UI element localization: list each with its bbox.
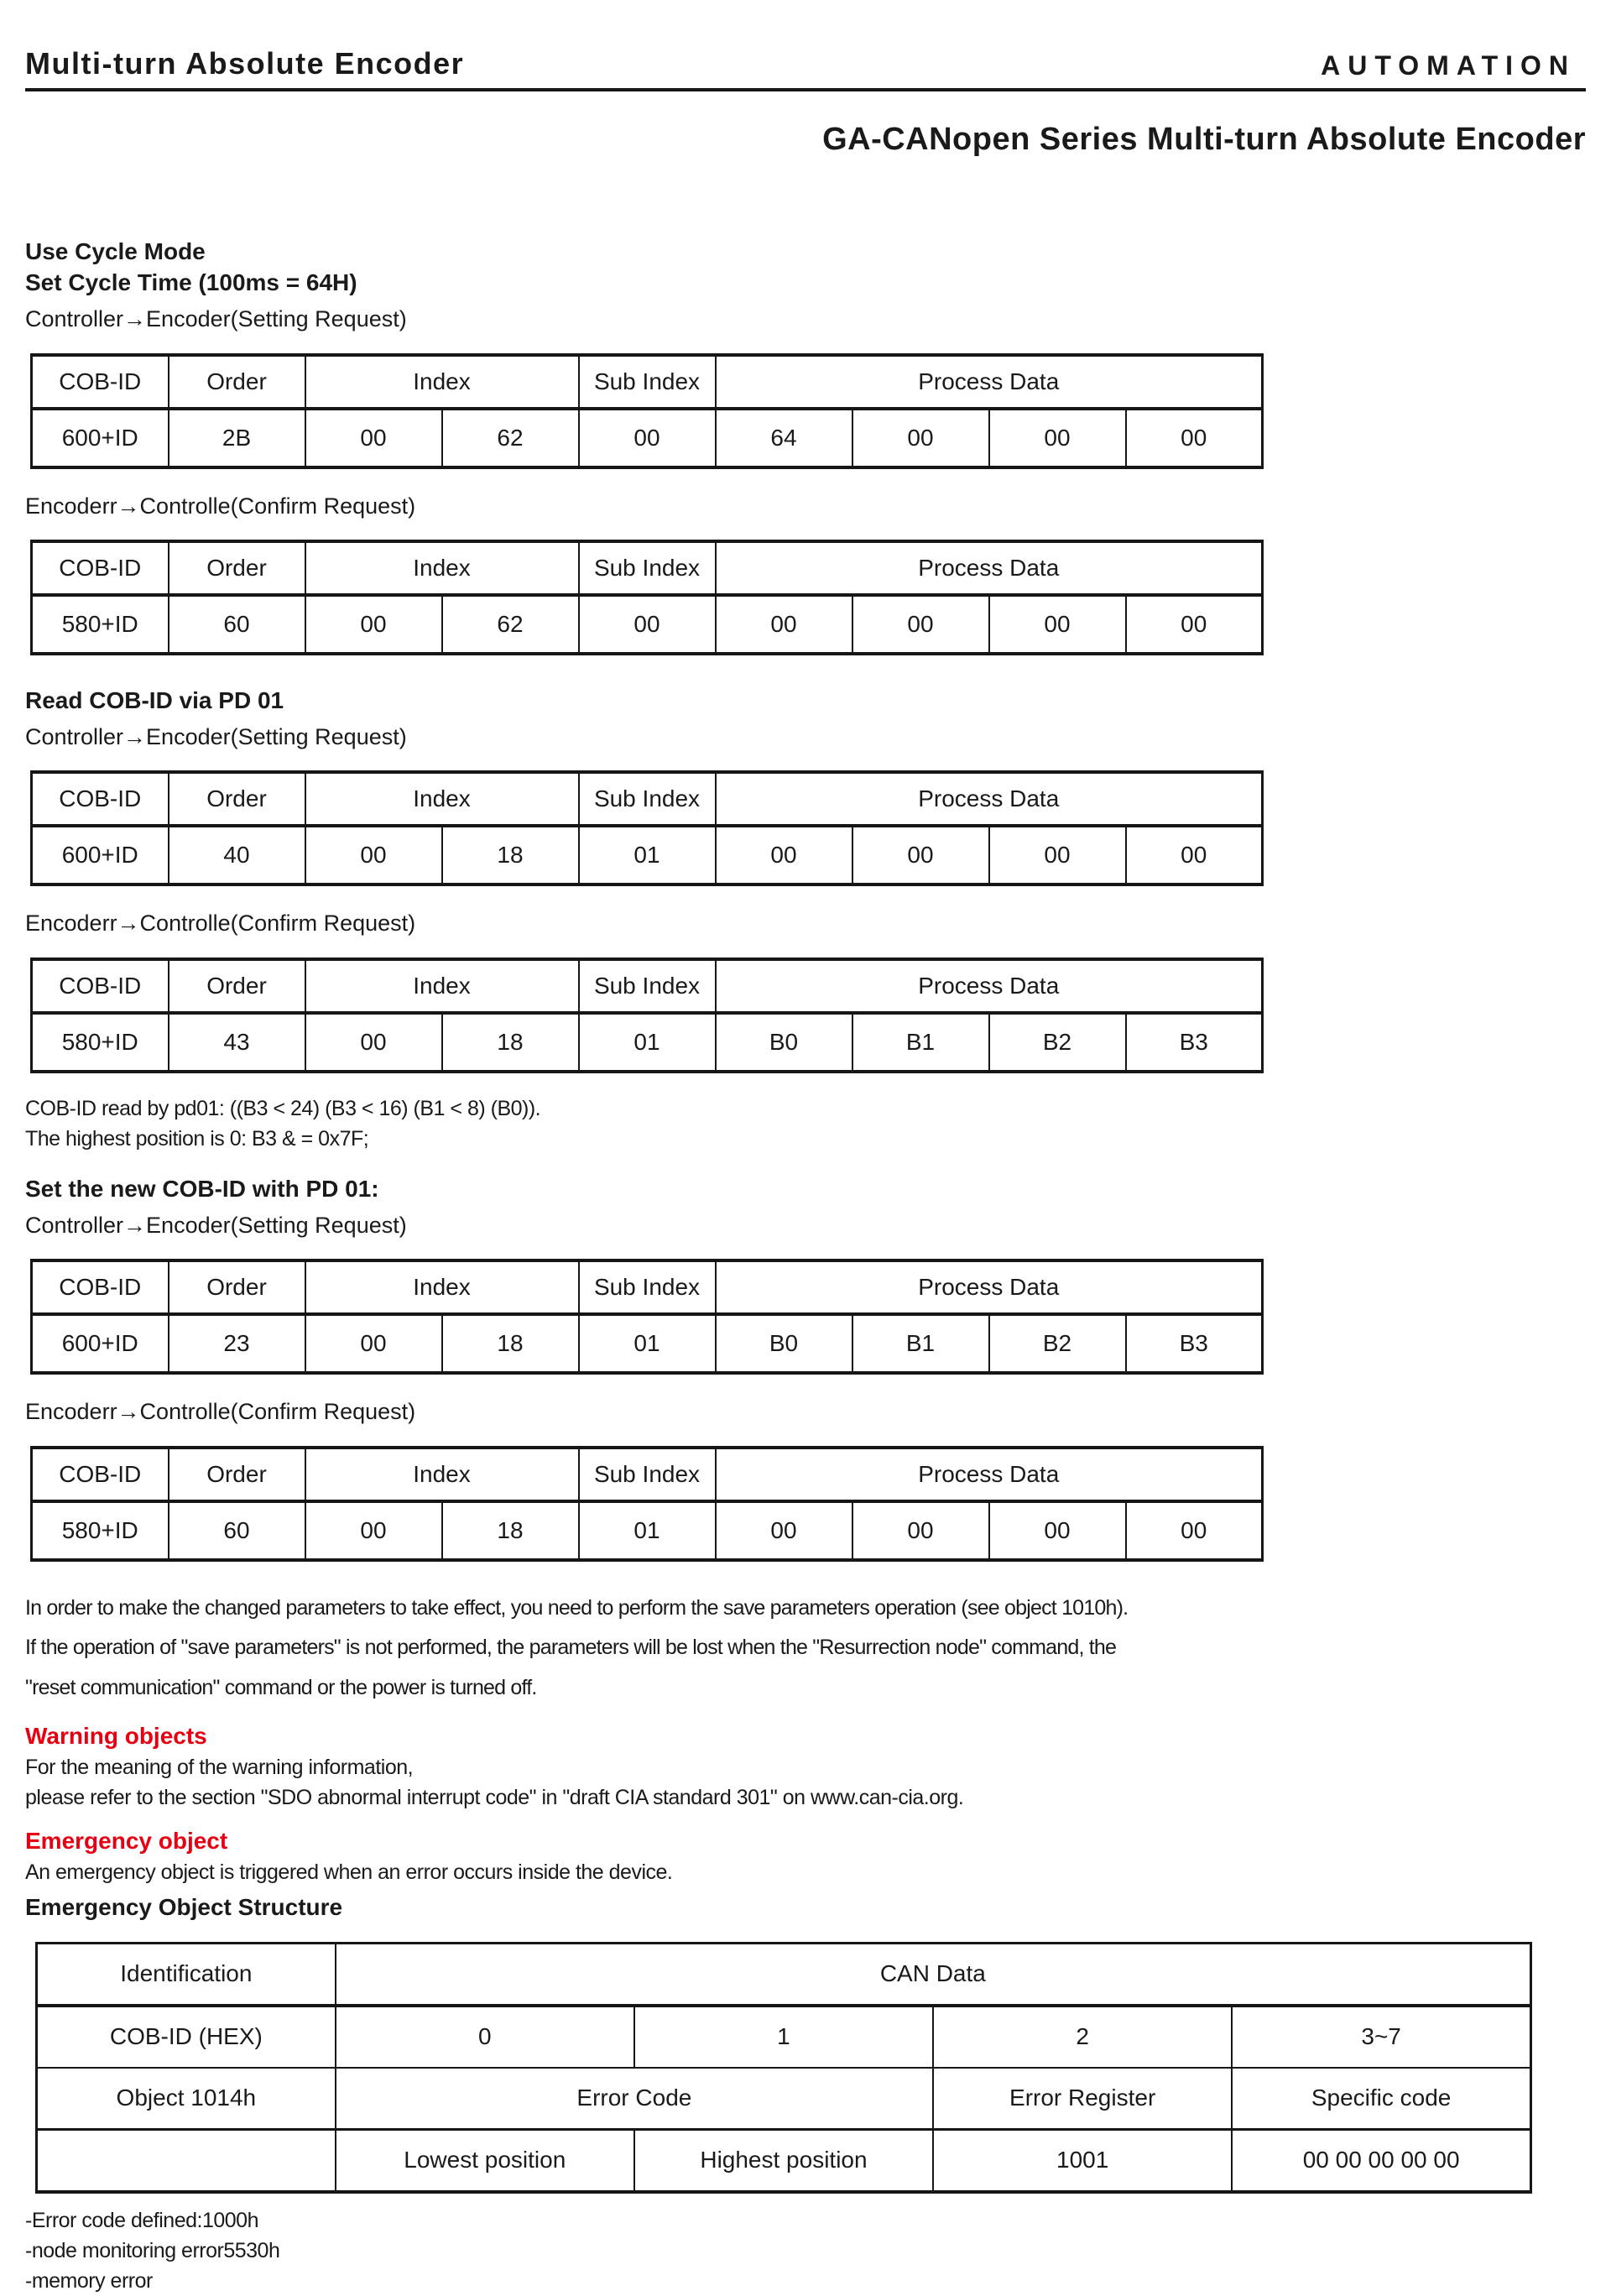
data-cell: 00 — [852, 409, 989, 467]
data-cell: 00 — [989, 409, 1126, 467]
data-cell-error-code: Error Code — [336, 2068, 933, 2130]
data-cell: 18 — [442, 1501, 579, 1560]
data-cell: 60 — [169, 1501, 305, 1560]
sdo-table-set-cob-request — [30, 1259, 1264, 1375]
header-cell-index: Index — [305, 772, 579, 826]
data-cell: 00 — [305, 826, 442, 884]
direction-label-encoder-controller: Encoderr→Controlle(Confirm Request) — [25, 1399, 416, 1425]
header-cell-can-data: CAN Data — [336, 1944, 1531, 2006]
save-note-line-1: In order to make the changed parameters to take effect, you need to perform the save parameters operation (see object 1010h). — [25, 1595, 1129, 1620]
header-cell-cob-id: COB-ID — [32, 541, 169, 595]
data-cell: 00 — [579, 595, 716, 654]
data-cell: 00 — [852, 1501, 989, 1560]
section-heading-warning-objects: Warning objects — [25, 1723, 207, 1750]
data-cell: 00 — [989, 595, 1126, 654]
header-cell-process-data: Process Data — [716, 1448, 1263, 1501]
data-cell: B2 — [989, 1013, 1126, 1072]
data-cell: 600+ID — [32, 409, 169, 467]
table-data-row — [32, 1314, 1263, 1373]
clipped-header-text — [1321, 50, 1576, 81]
data-cell-error-register: Error Register — [933, 2068, 1232, 2130]
emergency-note-error-code: -Error code defined:1000h — [25, 2208, 258, 2232]
header-cell-sub-index: Sub Index — [579, 1448, 716, 1501]
data-cell: 00 — [1126, 595, 1263, 654]
data-cell: 580+ID — [32, 1013, 169, 1072]
header-cell-index: Index — [305, 1260, 579, 1314]
sdo-table-read-cob-confirm — [30, 958, 1264, 1073]
table-header-row — [32, 1260, 1263, 1314]
header-cell-order: Order — [169, 772, 305, 826]
data-cell: 43 — [169, 1013, 305, 1072]
data-cell: 01 — [579, 1501, 716, 1560]
clipped-header-word: AUTOMATION — [1321, 50, 1576, 81]
header-cell-index: Index — [305, 1448, 579, 1501]
table-data-row — [32, 1501, 1263, 1560]
header-cell-process-data: Process Data — [716, 541, 1263, 595]
header-cell-cob-id: COB-ID — [32, 1448, 169, 1501]
data-cell: 00 — [716, 1501, 852, 1560]
data-cell: 2 — [933, 2006, 1232, 2068]
data-cell: 00 — [852, 595, 989, 654]
heading-emergency-object-structure: Emergency Object Structure — [25, 1894, 343, 1921]
data-cell: B1 — [852, 1013, 989, 1072]
direction-label-controller-encoder: Controller→Encoder(Setting Request) — [25, 1212, 407, 1238]
data-cell: Object 1014h — [37, 2068, 336, 2130]
data-cell: 00 00 00 00 00 — [1232, 2130, 1530, 2192]
table-header-row — [32, 772, 1263, 826]
sdo-table-set-cycle-request — [30, 353, 1264, 469]
table-data-row — [32, 595, 1263, 654]
data-cell: 01 — [579, 1314, 716, 1373]
data-cell: 580+ID — [32, 595, 169, 654]
data-cell: 00 — [1126, 1501, 1263, 1560]
data-cell: 580+ID — [32, 1501, 169, 1560]
save-note-line-2: If the operation of "save parameters" is not performed, the parameters will be lost when the "Resurrection node" command, the — [25, 1636, 1117, 1660]
data-cell: B2 — [989, 1314, 1126, 1373]
sdo-table-set-cob-confirm — [30, 1446, 1264, 1562]
header-cell-index: Index — [305, 541, 579, 595]
data-cell: 00 — [1126, 826, 1263, 884]
data-cell: 18 — [442, 1314, 579, 1373]
table-data-row — [32, 409, 1263, 467]
data-cell: 00 — [852, 826, 989, 884]
data-cell: 1001 — [933, 2130, 1232, 2192]
header-cell-cob-id: COB-ID — [32, 959, 169, 1013]
warning-line-1: For the meaning of the warning information, — [25, 1756, 414, 1780]
page-header-title: Multi-turn Absolute Encoder — [25, 46, 465, 81]
data-cell: 18 — [442, 1013, 579, 1072]
emergency-object-table — [35, 1942, 1532, 2194]
data-cell: 18 — [442, 826, 579, 884]
table-header-row — [32, 355, 1263, 409]
warning-line-2: please refer to the section "SDO abnormal interrupt code" in "draft CIA standard 301" on www.can-cia.org. — [25, 1786, 964, 1810]
data-cell: 62 — [442, 409, 579, 467]
emergency-cob-id-row — [37, 2006, 1531, 2068]
direction-label-controller-encoder: Controller→Encoder(Setting Request) — [25, 724, 407, 750]
header-cell-cob-id: COB-ID — [32, 355, 169, 409]
section-heading-set-new-cob-id: Set the new COB-ID with PD 01: — [25, 1175, 379, 1202]
emergency-header-row — [37, 1944, 1531, 2006]
data-cell: 00 — [305, 1314, 442, 1373]
note-highest-position: The highest position is 0: B3 & = 0x7F; — [25, 1126, 369, 1151]
table-data-row — [32, 826, 1263, 884]
header-cell-index: Index — [305, 959, 579, 1013]
header-cell-sub-index: Sub Index — [579, 541, 716, 595]
data-cell: 00 — [989, 1501, 1126, 1560]
header-cell-index: Index — [305, 355, 579, 409]
emergency-object-row — [37, 2068, 1531, 2130]
data-cell: 00 — [305, 1501, 442, 1560]
data-cell: B0 — [716, 1314, 852, 1373]
direction-label-encoder-controller: Encoderr→Controlle(Confirm Request) — [25, 911, 416, 937]
header-cell-process-data: Process Data — [716, 355, 1263, 409]
data-cell: 600+ID — [32, 1314, 169, 1373]
sdo-table-set-cycle-confirm — [30, 540, 1264, 655]
note-cob-id-read: COB-ID read by pd01: ((B3 < 24) (B3 < 16) (B1 < 8) (B0)). — [25, 1096, 541, 1120]
header-cell-cob-id: COB-ID — [32, 1260, 169, 1314]
header-cell-order: Order — [169, 1448, 305, 1501]
header-cell-sub-index: Sub Index — [579, 772, 716, 826]
data-cell: 01 — [579, 1013, 716, 1072]
header-cell-sub-index: Sub Index — [579, 355, 716, 409]
section-heading-emergency-object: Emergency object — [25, 1828, 228, 1855]
data-cell: 00 — [579, 409, 716, 467]
data-cell: 600+ID — [32, 826, 169, 884]
header-cell-sub-index: Sub Index — [579, 959, 716, 1013]
header-cell-order: Order — [169, 959, 305, 1013]
data-cell: 00 — [305, 409, 442, 467]
header-cell-order: Order — [169, 541, 305, 595]
direction-label-encoder-controller: Encoderr→Controlle(Confirm Request) — [25, 493, 416, 519]
data-cell: 62 — [442, 595, 579, 654]
data-cell: COB-ID (HEX) — [37, 2006, 336, 2068]
data-cell: 23 — [169, 1314, 305, 1373]
header-cell-identification: Identification — [37, 1944, 336, 2006]
section-heading-use-cycle-mode: Use Cycle Mode — [25, 238, 206, 265]
table-header-row — [32, 1448, 1263, 1501]
section-heading-read-cob-id: Read COB-ID via PD 01 — [25, 687, 284, 714]
table-header-row — [32, 959, 1263, 1013]
data-cell: B3 — [1126, 1314, 1263, 1373]
header-cell-cob-id: COB-ID — [32, 772, 169, 826]
data-cell: 00 — [716, 826, 852, 884]
data-cell-specific-code: Specific code — [1232, 2068, 1530, 2130]
data-cell: 3~7 — [1232, 2006, 1530, 2068]
header-cell-order: Order — [169, 1260, 305, 1314]
data-cell: 2B — [169, 409, 305, 467]
data-cell: 00 — [1126, 409, 1263, 467]
data-cell: 00 — [305, 595, 442, 654]
page-header — [25, 0, 1586, 81]
header-cell-process-data: Process Data — [716, 959, 1263, 1013]
emergency-description: An emergency object is triggered when an error occurs inside the device. — [25, 1860, 673, 1885]
document-title: GA-CANopen Series Multi-turn Absolute Encoder — [822, 121, 1586, 157]
header-cell-process-data: Process Data — [716, 1260, 1263, 1314]
data-cell: 1 — [634, 2006, 933, 2068]
emergency-note-node-monitoring: -node monitoring error5530h — [25, 2238, 280, 2262]
header-rule — [25, 88, 1586, 91]
header-cell-sub-index: Sub Index — [579, 1260, 716, 1314]
data-cell: 00 — [989, 826, 1126, 884]
section-heading-set-cycle-time: Set Cycle Time (100ms = 64H) — [25, 269, 357, 296]
data-cell-empty — [37, 2130, 336, 2192]
emergency-note-memory-error: -memory error — [25, 2268, 153, 2293]
data-cell: 00 — [716, 595, 852, 654]
data-cell: 0 — [336, 2006, 634, 2068]
direction-label-controller-encoder: Controller→Encoder(Setting Request) — [25, 306, 407, 332]
data-cell: Lowest position — [336, 2130, 634, 2192]
data-cell: Highest position — [634, 2130, 933, 2192]
header-cell-order: Order — [169, 355, 305, 409]
data-cell: 64 — [716, 409, 852, 467]
data-cell: 01 — [579, 826, 716, 884]
data-cell: B0 — [716, 1013, 852, 1072]
save-note-line-3: "reset communication" command or the power is turned off. — [25, 1675, 537, 1699]
table-data-row — [32, 1013, 1263, 1072]
table-header-row — [32, 541, 1263, 595]
data-cell: 00 — [305, 1013, 442, 1072]
sdo-table-read-cob-request — [30, 770, 1264, 886]
data-cell: B3 — [1126, 1013, 1263, 1072]
data-cell: B1 — [852, 1314, 989, 1373]
data-cell: 40 — [169, 826, 305, 884]
header-cell-process-data: Process Data — [716, 772, 1263, 826]
data-cell: 60 — [169, 595, 305, 654]
emergency-values-row — [37, 2130, 1531, 2192]
